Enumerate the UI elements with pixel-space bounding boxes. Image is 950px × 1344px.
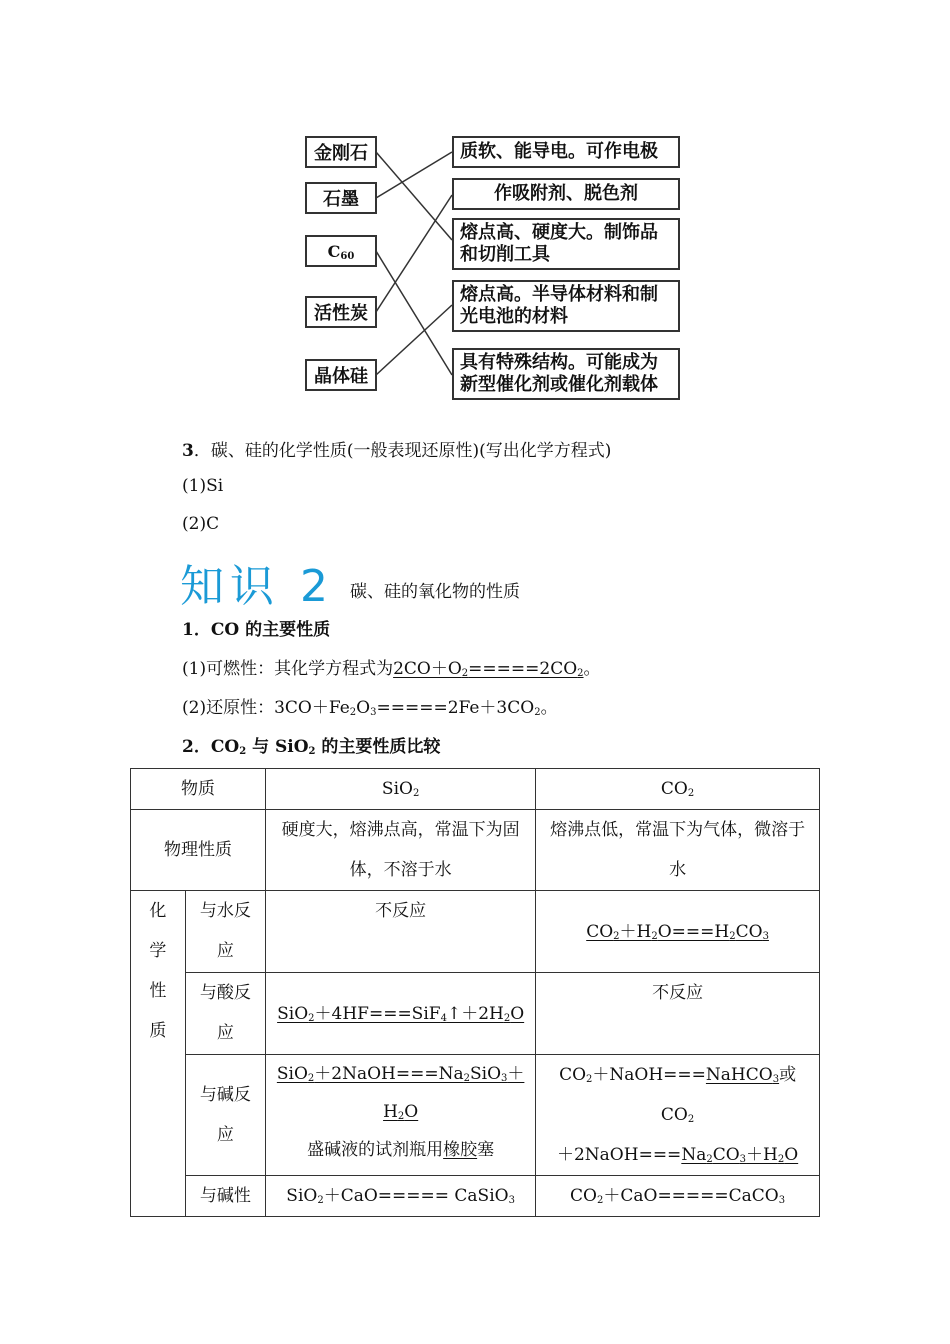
acid-sio2 [266, 973, 536, 1055]
right-box-label: 熔点高。半导体材料和制光电池的材料 [460, 284, 658, 327]
left-box-label: 金刚石 [314, 143, 368, 164]
co-reduction: (2)还原性：$3CO+Fe_2O_3=====2Fe+3CO_2$。 [182, 698, 558, 718]
table-row [131, 769, 820, 810]
left-box-label: $C_{60}$ [327, 241, 355, 262]
water-label: 与水反 应 [185, 891, 265, 973]
base-label: 与碱反 应 [185, 1055, 265, 1176]
item-si: (1)Si [182, 476, 224, 496]
section-title: ．碳、硅的化学性质(一般表现还原性)(写出化学方程式) [193, 441, 612, 461]
connector-line [376, 251, 452, 375]
water-sio2: 不反应 [266, 891, 536, 973]
table-row [131, 891, 820, 973]
right-box-label: 具有特殊结构。可能成为新型催化剂或催化剂载体 [460, 352, 658, 395]
connector-line [376, 152, 452, 240]
right-box-catalyst [452, 348, 680, 400]
physical-label: 物理性质 [131, 810, 266, 891]
left-box-activated-carbon [305, 296, 377, 328]
left-box-graphite [305, 182, 377, 214]
combustion-label: (1)可燃性：其化学方程式为 [182, 659, 394, 679]
basic-sio2: SiO$_2$＋CaO===== CaSiO$_3$ [266, 1176, 536, 1217]
right-box-electrode [452, 136, 680, 168]
section-number: 1 [182, 620, 194, 640]
reduction-equation: $3CO+Fe_2O_3=====2Fe+3CO_2$ [274, 698, 541, 718]
physical-co2: 熔沸点低，常温下为气体，微溶于水 [536, 810, 820, 891]
left-box-crystalline-silicon [305, 359, 377, 391]
left-box-label: 晶体硅 [314, 366, 368, 387]
reduction-label: (2)还原性： [182, 698, 275, 718]
left-box-label: 活性炭 [314, 303, 368, 324]
physical-sio2: 硬度大，熔沸点高，常温下为固体，不溶于水 [266, 810, 536, 891]
basic-oxide-label: 与碱性 [185, 1176, 265, 1217]
right-box-semiconductor [452, 280, 680, 332]
combustion-equation: $2CO+O_2=====2CO_2$ [393, 659, 584, 679]
acid-label: 与酸反 应 [185, 973, 265, 1055]
table-row [131, 1176, 820, 1217]
left-box-label: 石墨 [323, 189, 359, 210]
base-sio2-note: 盛碱液的试剂瓶用橡胶塞 [307, 1140, 495, 1160]
header-substance: 物质 [131, 769, 266, 810]
acid-sio2-equation: $SiO_2+4HF===SiF_4↑+2H_2O$ [277, 1003, 525, 1024]
connector-line [376, 195, 452, 312]
right-box-label: 熔点高、硬度大。制饰品和切削工具 [460, 222, 658, 265]
left-box-c60 [305, 235, 377, 267]
connector-line [376, 152, 452, 198]
co-heading [182, 615, 330, 640]
compare-heading: 2．$CO_2$ 与 SiO$_2$ 的主要性质比较 [182, 737, 441, 757]
right-box-label: 质软、能导电。可作电极 [460, 141, 658, 162]
table-row [131, 1055, 820, 1176]
comparison-table [130, 768, 820, 1217]
section-title: ．CO 的主要性质 [193, 620, 331, 640]
co-combustion: (1)可燃性：其化学方程式为$2CO+O_2=====2CO_2$。 [182, 659, 601, 679]
section-number: 2 [182, 737, 194, 757]
chemical-label [131, 891, 186, 1217]
left-box-diamond [305, 136, 377, 168]
right-box-label: 作吸附剂、脱色剂 [494, 183, 638, 204]
base-co2: $CO_2+NaOH===NaHCO_3$或 $CO_2$ $+2NaOH===Na_2CO_3+H_2O$ [536, 1055, 820, 1176]
chemical-label-text: 化 学 性 质 [149, 901, 167, 1041]
allotrope-matching-diagram [300, 130, 690, 405]
acid-co2: 不反应 [536, 973, 820, 1055]
basic-co2: $CO_2+CaO=====CaCO_3$ [536, 1176, 820, 1217]
item-c: (2)C [182, 514, 220, 534]
right-box-cutting-tools [452, 218, 680, 270]
connector-line [376, 305, 452, 375]
water-co2-equation: $CO_2+H_2O===H_2CO_3$ [586, 921, 769, 942]
knowledge-subtitle: 碳、硅的氧化物的性质 [350, 582, 520, 602]
knowledge-badge: 知识 2 [180, 561, 334, 612]
header-co2: $CO_2$ [536, 769, 820, 810]
water-co2 [536, 891, 820, 973]
header-sio2: SiO$_2$ [266, 769, 536, 810]
table-row [131, 973, 820, 1055]
table-row [131, 810, 820, 891]
section-3-heading [182, 436, 611, 461]
section-number: 3 [182, 441, 194, 461]
base-sio2-equation: $SiO_2+2NaOH===Na_2SiO_3+$ $H_2O$ [276, 1064, 525, 1122]
base-sio2 [266, 1055, 536, 1176]
right-box-adsorbent [452, 178, 680, 210]
